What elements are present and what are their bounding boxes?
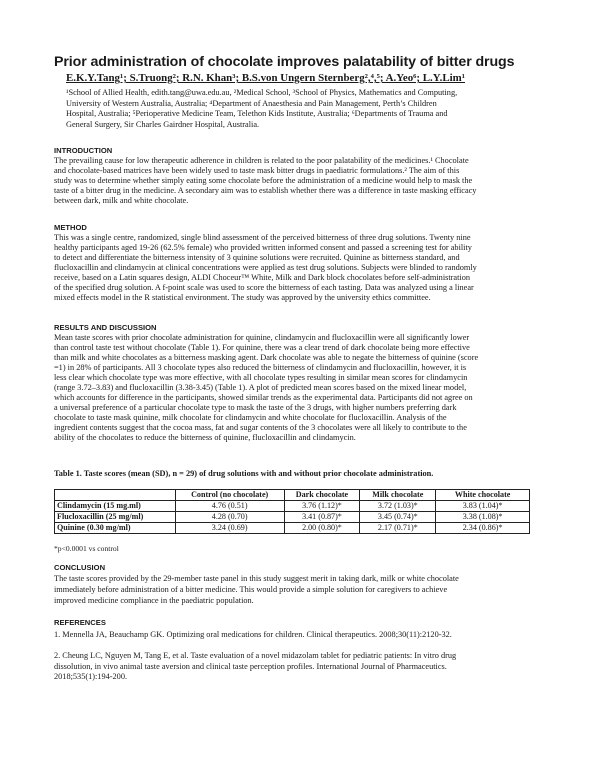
affiliation-line: University of Western Australia, Australia; ⁴Department of Anaesthesia and Pain Management, Perth’s Children <box>66 98 437 108</box>
table-cell: 2.34 (0.86)* <box>436 523 530 534</box>
table-cell: 4.28 (0.70) <box>175 512 284 523</box>
text-line: healthy participants aged 19-26 (62.5% female) who provided written informed consent and passed a screening test for ability <box>54 243 472 252</box>
text-line: between dark, milk and white chocolate. <box>54 196 189 205</box>
text-line: than control taste test without chocolate (Table 1). For quinine, there was a clear trend of dark chocolate being more effective <box>54 343 470 352</box>
table-row <box>55 512 530 523</box>
table-header-cell: White chocolate <box>436 490 530 501</box>
method-heading: METHOD <box>54 223 87 232</box>
taste-scores-table <box>54 489 530 534</box>
table-cell: 3.83 (1.04)* <box>436 501 530 512</box>
text-line: 2. Cheung LC, Nguyen M, Tang E, et al. Taste evaluation of a novel midazolam tablet for pediatric patients: In vitro drug <box>54 651 457 660</box>
table-cell: 3.76 (1.12)* <box>284 501 360 512</box>
introduction-heading: INTRODUCTION <box>54 146 113 155</box>
affiliation-line: Hospital, Australia; ⁵Perioperative Medicine Team, Telethon Kids Institute, Australia; ⁶Departments of Trauma and <box>66 109 448 118</box>
table-header-cell: Control (no chocolate) <box>175 490 284 501</box>
text-line: mixed effects model in the R statistical environment. The study was approved by the university ethics committee. <box>54 293 431 302</box>
table-header-row <box>55 490 530 501</box>
text-line: less clear which chocolate type was more effective, with all chocolate types resulting in similar mean scores for clindamycin <box>54 373 468 382</box>
text-line: 1. Mennella JA, Beauchamp GK. Optimizing oral medications for children. Clinical therapeutics. 2008;30(11):2120-32. <box>54 630 452 639</box>
reference-2 <box>54 651 546 683</box>
text-line: This was a single centre, randomized, single blind assessment of the perceived bitterness of three drug solutions. Twenty nine <box>54 233 471 242</box>
affiliation-line: General Surgery, Sir Charles Gairdner Hospital, Australia. <box>66 119 260 129</box>
text-line: The prevailing cause for low therapeutic adherence in children is related to the poor palatability of the medicines.¹ Chocolate <box>54 156 469 165</box>
text-line: immediately before administration of a bitter medicine. This would provide a simple solution for caregivers to achieve <box>54 585 448 594</box>
text-line: flucloxacillin and clindamycin at clinical concentrations were applied as test drug solutions. Subjects were blinded to randomly <box>54 263 477 272</box>
row-header-cell: Flucloxacillin (25 mg/ml) <box>55 512 176 523</box>
text-line: to detect and differentiate the bitterness intensity of 3 quinine solutions were recruited. Quinine as bitterness standard, and <box>54 253 460 262</box>
table-cell: 3.38 (1.08)* <box>436 512 530 523</box>
author-list: E.K.Y.Tang¹; S.Truong²; R.N. Khan³; B.S.von Ungern Sternberg²,⁴,⁵; A.Yeo⁶; L.Y.Lim¹ <box>66 72 465 84</box>
text-line: receive, based on a Latin squares design, ALDI Choceur™ White, Milk and Dark block chocolates before self-administration <box>54 273 471 282</box>
reference-1 <box>54 630 546 641</box>
conclusion-body <box>54 573 546 606</box>
table-header-cell: Dark chocolate <box>284 490 360 501</box>
results-body <box>54 333 546 443</box>
text-line: The taste scores provided by the 29-member taste panel in this study suggest merit in taking dark, milk or white chocolate <box>54 574 459 583</box>
table-cell: 2.17 (0.71)* <box>360 523 436 534</box>
text-line: 2018;535(1):194-200. <box>54 672 128 681</box>
text-line: taste of a bitter drug in the medicine. A secondary aim was to establish whether there was a difference in taste masking efficacy <box>54 186 477 195</box>
row-header-cell: Clindamycin (15 mg.ml) <box>55 501 176 512</box>
table-cell: 2.00 (0.80)* <box>284 523 360 534</box>
introduction-body <box>54 156 546 206</box>
table-cell: 3.72 (1.03)* <box>360 501 436 512</box>
table-cell: 3.45 (0.74)* <box>360 512 436 523</box>
table-cell: 4.76 (0.51) <box>175 501 284 512</box>
text-line: improved medicine compliance in the paediatric population. <box>54 596 254 605</box>
text-line: ingredient contents suggest that the cocoa mass, fat and sugar contents of the 3 chocolates were all likely to contribute to the <box>54 423 467 432</box>
row-header-cell: Quinine (0.30 mg/ml) <box>55 523 176 534</box>
text-line: and chocolate-based matrices have been widely used to taste mask bitter drugs in paediatric formulations.² The aim of this <box>54 166 460 175</box>
table-row <box>55 523 530 534</box>
text-line: study was to determine whether simply eating some chocolate before the administration of a medicine would help to mask the <box>54 176 473 185</box>
paper-title: Prior administration of chocolate improves palatability of bitter drugs <box>54 54 515 70</box>
table-row <box>55 501 530 512</box>
affiliation-line: ¹School of Allied Health, edith.tang@uwa.edu.au, ²Medical School, ³School of Physics, Mathematics and Computing, <box>66 88 458 97</box>
text-line: Mean taste scores with prior chocolate administration for quinine, clindamycin and flucloxacillin were all significantly lower <box>54 333 470 342</box>
text-line: of the specified drug solution. A f-point scale was used to score the bitterness of each tasting. Data was analyzed using a linear <box>54 283 474 292</box>
text-line: ability of the chocolates to reduce the bitterness of quinine, flucloxacillin and clindamycin. <box>54 433 356 442</box>
table-header-cell: Milk chocolate <box>360 490 436 501</box>
affiliations <box>66 88 542 130</box>
text-line: (range 3.72–3.83) and flucloxacillin (3.38-3.45) (Table 1). A plot of predicted mean scores based on the mixed linear model, <box>54 383 467 392</box>
table-cell: 3.41 (0.87)* <box>284 512 360 523</box>
text-line: =1) in 28% of participants. All 3 chocolate types also reduced the bitterness of clindamycin and flucloxacillin, however, it is <box>54 363 467 372</box>
conclusion-heading: CONCLUSION <box>54 563 106 572</box>
table-caption: Table 1. Taste scores (mean (SD), n = 29) of drug solutions with and without prior chocolate administration. <box>54 469 434 478</box>
text-line: a universal preference of a particular chocolate type to mask the taste of the 3 drugs, with higher numbers preferring dark <box>54 403 457 412</box>
text-line: chocolate to taste mask quinine, milk chocolate for clindamycin and white chocolate for flucloxacillin. Analysis of the <box>54 413 447 422</box>
text-line: dissolution, in vivo animal taste aversion and clinical taste perception profiles. International Journal of Pharmaceutics. <box>54 661 447 671</box>
table-footnote: *p<0.0001 vs control <box>54 544 119 553</box>
text-line: than milk and white chocolates as a bitterness masking agent. Dark chocolate was able to negate the bitterness of quinine (score <box>54 353 479 362</box>
results-heading: RESULTS AND DISCUSSION <box>54 323 157 332</box>
text-line: which accounts for difference in the participants, showed similar trends as the experimental data. Participants did not agree on <box>54 393 473 402</box>
method-body <box>54 233 546 303</box>
table-header-cell <box>55 490 176 501</box>
references-heading: REFERENCES <box>54 618 106 627</box>
table-cell: 3.24 (0.69) <box>175 523 284 534</box>
